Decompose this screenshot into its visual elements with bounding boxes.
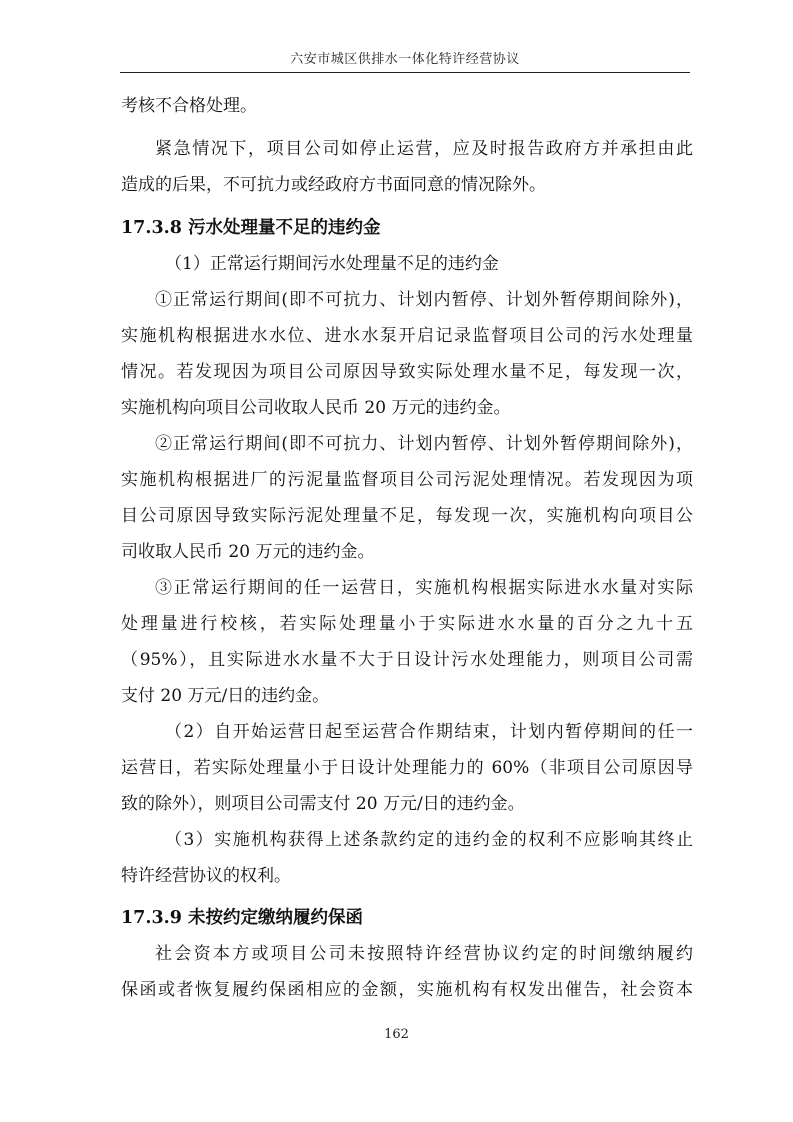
section-heading-17-3-9: 17.3.9 未按约定缴纳履约保函 [121,908,363,928]
paragraph-line: 造成的后果，不可抗力或经政府方书面同意的情况除外。 [121,175,546,195]
paragraph-line: 实施机构向项目公司收取人民币 20 万元的违约金。 [121,398,511,418]
paragraph-line: ③正常运行期间的任一运营日，实施机构根据实际进水水量对实际 [155,578,693,598]
paragraph-line: ①正常运行期间(即不可抗力、计划内暂停、计划外暂停期间除外)， [155,290,693,310]
paragraph-line: 支付 20 万元/日的违约金。 [121,686,330,706]
paragraph-line: 情况。若发现因为项目公司原因导致实际处理水量不足，每发现一次， [121,362,693,382]
paragraph-line: 处理量进行校核，若实际处理量小于实际进水水量的百分之九十五 [121,614,693,634]
section-heading-17-3-8: 17.3.8 污水处理量不足的违约金 [121,218,381,238]
subsection-title: （1）正常运行期间污水处理量不足的违约金 [165,254,499,274]
paragraph-line: 运营日，若实际处理量小于日设计处理能力的 60%（非项目公司原因导 [121,758,693,778]
paragraph-line: 目公司原因导致实际污泥处理量不足，每发现一次，实施机构向项目公 [121,506,693,526]
paragraph-line: 考核不合格处理。 [121,96,257,116]
paragraph-line: 紧急情况下，项目公司如停止运营，应及时报告政府方并承担由此 [155,139,693,159]
paragraph-line: 司收取人民币 20 万元的违约金。 [121,542,375,562]
page-number: 162 [384,1027,409,1042]
running-header: 六安市城区供排水一体化特许经营协议 [290,52,520,67]
paragraph-line: 实施机构根据进水水位、进水水泵开启记录监督项目公司的污水处理量 [121,326,693,346]
paragraph-line: 保函或者恢复履约保函相应的金额，实施机构有权发出催告，社会资本 [121,980,693,1000]
paragraph-line: 致的除外），则项目公司需支付 20 万元/日的违约金。 [121,794,525,814]
paragraph-line: 实施机构根据进厂的污泥量监督项目公司污泥处理情况。若发现因为项 [121,470,693,490]
paragraph-line: （95%），且实际进水水量不大于日设计污水处理能力，则项目公司需 [121,650,693,670]
paragraph-line: 社会资本方或项目公司未按照特许经营协议约定的时间缴纳履约 [155,944,693,964]
paragraph-line: （2）自开始运营日起至运营合作期结束，计划内暂停期间的任一 [165,722,693,742]
header-divider [120,72,690,73]
paragraph-line: 特许经营协议的权利。 [121,866,291,886]
paragraph-line: （3）实施机构获得上述条款约定的违约金的权利不应影响其终止 [165,830,693,850]
paragraph-line: ②正常运行期间(即不可抗力、计划内暂停、计划外暂停期间除外)， [155,434,693,454]
